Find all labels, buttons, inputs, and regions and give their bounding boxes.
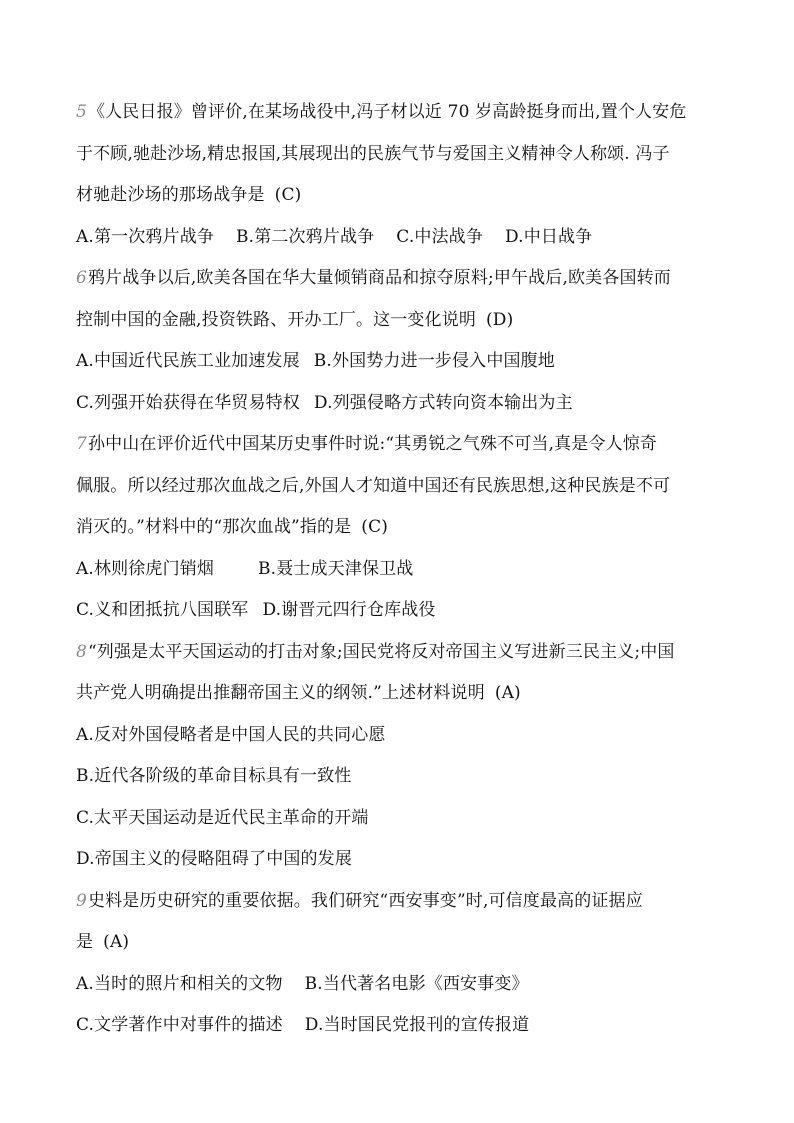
question-stem-line: 材驰赴沙场的那场战争是 (C) — [76, 185, 302, 205]
option-b: B.当代著名电影《西安事变》 — [304, 973, 529, 994]
option-b: B.外国势力进一步侵入中国腹地 — [313, 351, 555, 371]
question-stem-line: 8“列强是太平天国运动的打击对象;国民党将反对帝国主义写进新三民主义;中国 — [76, 641, 675, 662]
question-8 — [76, 632, 726, 881]
option-d: D.列强侵略方式转向资本输出为主 — [313, 392, 573, 413]
option-a: A.第一次鸦片战争 — [76, 226, 215, 247]
option-c: C.中法战争 — [396, 226, 483, 247]
question-stem-line: 控制中国的金融,投资铁路、开办工厂。这一变化说明 (D) — [76, 309, 514, 330]
question-number: 5 — [76, 102, 87, 122]
answer-label: (A) — [494, 683, 521, 703]
question-number: 9 — [76, 890, 87, 911]
answer-label: (A) — [103, 932, 130, 952]
options-line — [76, 590, 726, 632]
question-9 — [76, 881, 726, 1047]
question-stem-line: 消灭的。”材料中的“那次血战”指的是 (C) — [76, 517, 389, 537]
option-d: D.谢晋元四行仓库战役 — [262, 600, 436, 620]
question-stem-line: 5《人民日报》曾评价,在某场战役中,冯子材以近 70 岁高龄挺身而出,置个人安危 — [76, 102, 687, 122]
option-b: B.聂士成天津保卫战 — [258, 558, 414, 579]
options-line — [76, 964, 726, 1006]
option-c: C.义和团抵抗八国联军 — [76, 600, 249, 620]
option-a: A.当时的照片和相关的文物 — [76, 973, 283, 994]
question-stem-line: 9史料是历史研究的重要依据。我们研究“西安事变”时,可信度最高的证据应 — [76, 890, 643, 911]
options-line — [76, 217, 726, 259]
question-stem-line: 6鸦片战争以后,欧美各国在华大量倾销商品和掠夺原料;甲午战后,欧美各国转而 — [76, 268, 671, 288]
question-6 — [76, 258, 726, 424]
document-page — [76, 92, 726, 1047]
question-stem-line: 7孙中山在评价近代中国某历史事件时说:“其勇锐之气殊不可当,真是令人惊奇 — [76, 434, 658, 454]
options-line — [76, 549, 726, 591]
question-stem-line: 共产党人明确提出推翻帝国主义的纲领.”上述材料说明 (A) — [76, 683, 521, 703]
question-stem-line: 佩服。所以经过那次血战之后,外国人才知道中国还有民族思想,这种民族是不可 — [76, 475, 671, 496]
option-d: D.当时国民党报刊的宣传报道 — [304, 1015, 530, 1035]
option-c: C.太平天国运动是近代民主革命的开端 — [76, 807, 369, 828]
options-line — [76, 383, 726, 425]
option-a: A.反对外国侵略者是中国人民的共同心愿 — [76, 724, 386, 745]
question-7 — [76, 424, 726, 632]
option-b: B.近代各阶级的革命目标具有一致性 — [76, 766, 352, 786]
option-b: B.第二次鸦片战争 — [236, 226, 375, 247]
question-stem-line: 于不顾,驰赴沙场,精忠报国,其展现出的民族气节与爱国主义精神令人称颂. 冯子 — [76, 143, 670, 164]
option-d: D.中日战争 — [505, 226, 593, 247]
option-c: C.列强开始获得在华贸易特权 — [76, 392, 300, 413]
question-number: 7 — [76, 434, 87, 454]
question-stem-line: 是 (A) — [76, 932, 130, 952]
options-line — [76, 1005, 726, 1047]
options-line — [76, 341, 726, 383]
option-a: A.中国近代民族工业加速发展 — [76, 351, 300, 371]
option-d: D.帝国主义的侵略阻碍了中国的发展 — [76, 849, 352, 869]
option-c: C.文学著作中对事件的描述 — [76, 1015, 283, 1035]
answer-label: (D) — [486, 309, 514, 330]
question-5 — [76, 92, 726, 258]
answer-label: (C) — [361, 517, 389, 537]
answer-label: (C) — [274, 185, 302, 205]
question-number: 8 — [76, 641, 87, 662]
option-a: A.林则徐虎门销烟 — [76, 558, 215, 579]
question-number: 6 — [76, 268, 87, 288]
